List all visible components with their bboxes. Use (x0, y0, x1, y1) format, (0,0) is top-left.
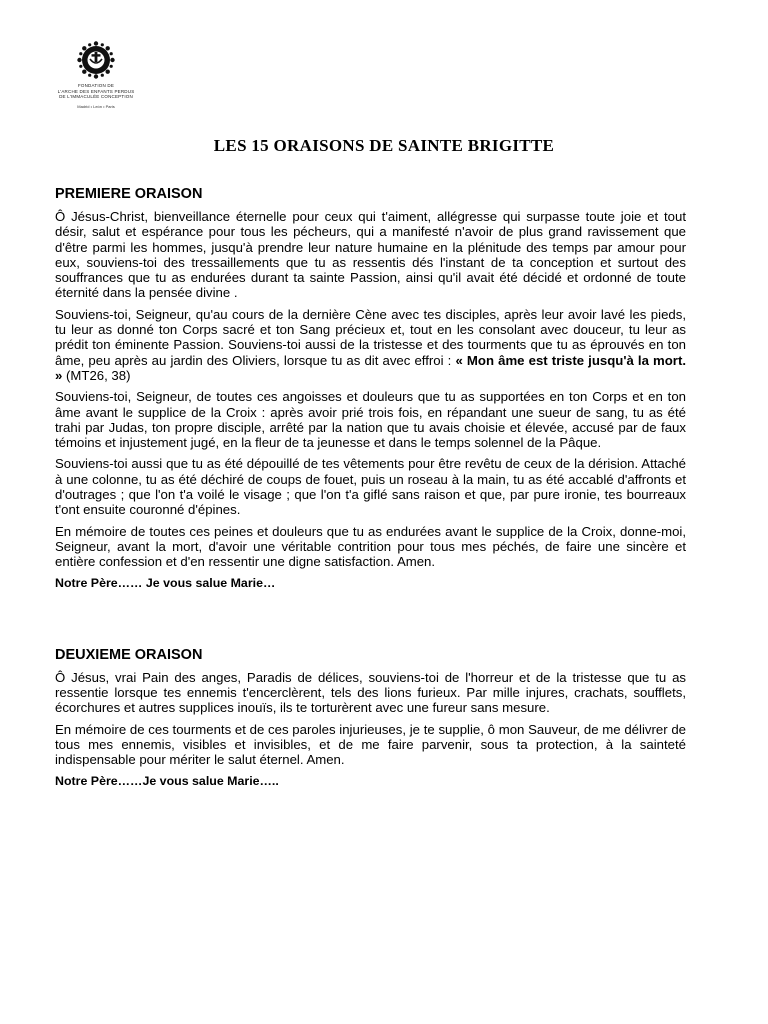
foundation-name (54, 83, 138, 100)
paragraph: Souviens-toi aussi que tu as été dépouillé de tes vêtements pour être revêtu de ceux de la dérision. Attaché à une colonne, tu as été déchiré de coups de fouet, puis un roseau à la main, tu as été accablé d'affronts et d'outrages ; que l'on t'a voilé le visage ; que l'on t'a giflé sans raison et que, par pure ironie, tes bourreaux t'ont ensuite couronné d'épines. (55, 456, 686, 518)
scripture-quote: « Mon âme est triste jusqu'à la mort. » (55, 352, 686, 383)
document-body (55, 186, 686, 789)
foundation-name-line: FONDATION DE (77, 83, 115, 88)
section-heading: PREMIERE ORAISON (55, 186, 203, 202)
paragraph: Ô Jésus-Christ, bienveillance éternelle pour ceux qui t'aiment, allégresse qui surpasse toute joie et tout désir, salut et espérance pour tous les pécheurs, qui a manifesté n'avoir de plus grand ravissement que d'être parmi les hommes, jusqu'à prendre leur nature humaine en la plénitude des temps par amour pour eux, souviens-toi des tressaillements que tu as ressentis dés l'instant de ta conception et surtout des souffrances que tu as endurées durant ta sainte Passion, ainsi qu'il avait été décidé et ordonné de toute éternité dans la pensée divine . (55, 209, 686, 301)
paragraph: Ô Jésus, vrai Pain des anges, Paradis de délices, souviens-toi de l'horreur et de la tristesse que tu as ressentie lorsque tes ennemis t'encerclèrent, tels des lions furieux. Par mille injures, crachats, soufflets, écorchures et autres supplices inouïs, ils te torturèrent avec une fureur sans mesure. (55, 669, 686, 716)
paragraph: En mémoire de ces tourments et de ces paroles injurieuses, je te supplie, ô mon Sauveur, de me délivrer de tous mes ennemis, visibles et invisibles, et de me faire parvenir, sous ta protection, à la sainteté indispensable pour mériter le salut éternel. Amen. (55, 721, 686, 768)
paragraph: En mémoire de toutes ces peines et douleurs que tu as endurées avant le supplice de la Croix, donne-moi, Seigneur, avant la mort, d'avoir une véritable contrition pour tous mes péchés, de faire une sincère et entière confession et d'en ressentir une digne satisfaction. Amen. (55, 523, 686, 570)
paragraph-text: Souviens-toi, Seigneur, qu'au cours de la dernière Cène avec tes disciples, après leur avoir lavé les pieds, tu leur as donné ton Corps sacré et ton Sang précieux et, tout en les consolant avec douceur, tu leur as prédit ton éminente Passion. Souviens-toi aussi de la tristesse et des tourments que tu as éprouvés en ton âme, peu après au jardin des Oliviers, lorsque tu as dit avec effroi : (55, 306, 686, 368)
section-spacer (55, 591, 686, 647)
emblem-icon (76, 40, 116, 80)
foundation-logo (54, 40, 138, 109)
closing-prayer: Notre Père…… Je vous salue Marie… (55, 575, 276, 590)
foundation-cities: Madrid • León • Paris (77, 103, 115, 109)
foundation-name-line: L'ARCHE DES ENFANTS PERDUS (57, 88, 135, 94)
document-title: LES 15 ORAISONS DE SAINTE BRIGITTE (213, 136, 555, 155)
section-heading: DEUXIEME ORAISON (55, 646, 203, 663)
closing-prayer: Notre Père……Je vous salue Marie….. (55, 773, 279, 788)
paragraph (55, 307, 686, 383)
foundation-name-line: DE L'IMMACULÉE CONCEPTION (59, 94, 133, 99)
paragraph: Souviens-toi, Seigneur, de toutes ces angoisses et douleurs que tu as supportées en ton Corps et en ton âme avant le supplice de la Croix : après avoir prié trois fois, en répandant une sueur de sang, tu as été trahi par Judas, ton propre disciple, arrêté par la nation que tu avais choisie et élevée, accusé par de faux témoins et injustement jugé, en la fleur de ta jeunesse et dans le temps solennel de la Pâque. (55, 389, 686, 451)
scripture-reference: (MT26, 38) (62, 367, 131, 383)
